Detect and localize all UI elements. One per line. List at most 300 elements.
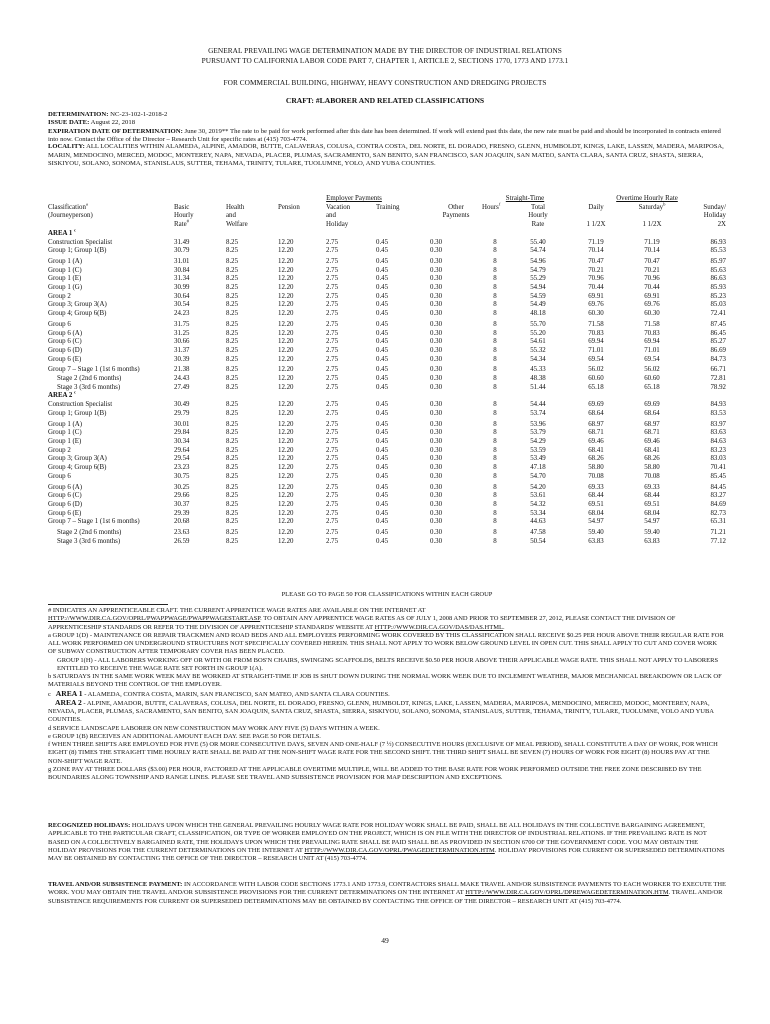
- classification-heading: Classification$^a$: [48, 201, 88, 211]
- rate-cell: 0.30: [430, 366, 443, 374]
- rate-cell: 29.54: [174, 455, 190, 463]
- rate-cell: 12.20: [278, 338, 294, 346]
- rate-cell: 2.75: [326, 529, 339, 537]
- rate-cell: 8: [493, 472, 497, 480]
- classification-cell: Construction Specialist: [48, 401, 113, 409]
- classification-cell: Group 7 – Stage 1 (1st 6 months): [48, 366, 140, 374]
- rate-cell: 59.40: [588, 529, 604, 537]
- table-row: [48, 356, 726, 365]
- rate-cell: 27.49: [174, 383, 190, 391]
- rate-cell: 8: [493, 375, 497, 383]
- table-row: [48, 256, 726, 267]
- footnote-b: b SATURDAYS IN THE SAME WORK WEEK MAY BE WORKED AT STRAIGHT-TIME IF JOB IS SHUT DOWN DURING THE NORMAL WORK WEEK DUE TO INCLEMENT WEATHER, MAJOR MECHANICAL BREAKDOWN OR LACK OF MATERIALS BEYOND THE CONTROL OF THE EMPLOYER.: [48, 673, 722, 689]
- rate-cell: 8: [493, 320, 497, 328]
- hours-heading: Hours$^f$: [482, 201, 501, 211]
- travel-provisions-link[interactable]: HTTP://WWW.DIR.CA.GOV/OPRL/DPREWAGEDETERMINATION.HTM: [465, 889, 669, 897]
- rate-cell: 71.58: [588, 320, 604, 328]
- rate-cell: 2.75: [326, 310, 339, 318]
- rate-cell: 0.45: [376, 247, 389, 255]
- rate-cell: 0.45: [376, 301, 389, 309]
- table-row: [48, 438, 726, 447]
- rate-cell: 65.18: [644, 383, 660, 391]
- rate-cell: 84.93: [710, 401, 726, 409]
- rate-cell: 50.54: [530, 537, 546, 545]
- rate-cell: 70.47: [588, 257, 604, 265]
- rate-cell: 0.30: [430, 420, 443, 428]
- rate-cell: 68.44: [644, 492, 660, 500]
- rate-cell: 30.25: [174, 483, 190, 491]
- rate-cell: 12.20: [278, 446, 294, 454]
- rate-cell: 8: [493, 301, 497, 309]
- rate-cell: 2.75: [326, 455, 339, 463]
- rate-cell: 69.51: [644, 500, 660, 508]
- classification-cell: Group 6 (E): [48, 509, 82, 517]
- footnote-d: d SERVICE LANDSCAPE LABORER ON NEW CONSTRUCTION MAY WORK ANY FIVE (5) DAYS WITHIN A WEEK.: [48, 724, 380, 732]
- classification-cell: Group 6 (C): [48, 338, 82, 346]
- rate-cell: 12.20: [278, 366, 294, 374]
- rate-cell: 8: [493, 238, 497, 246]
- classification-cell: Group 1 (C): [48, 266, 82, 274]
- rate-cell: 60.30: [588, 310, 604, 318]
- classification-cell: Group 6 (D): [48, 500, 83, 508]
- rate-cell: 85.03: [710, 301, 726, 309]
- rate-cell: 68.26: [588, 455, 604, 463]
- rate-cell: 30.01: [174, 420, 190, 428]
- rate-cell: 83.27: [710, 492, 726, 500]
- saturday-heading: Saturday$^b$: [638, 201, 666, 211]
- rate-cell: 72.81: [710, 375, 726, 383]
- rate-cell: 68.64: [588, 409, 604, 417]
- rate-cell: 69.33: [588, 483, 604, 491]
- rate-cell: 12.20: [278, 355, 294, 363]
- travel-label: TRAVEL AND/OR SUBSISTENCE PAYMENT:: [48, 881, 183, 888]
- rate-cell: 2.75: [326, 257, 339, 265]
- rate-cell: 69.46: [588, 437, 604, 445]
- rate-cell: 86.69: [710, 346, 726, 354]
- rate-cell: 66.71: [710, 366, 726, 374]
- straight-time-heading: Straight-Time: [505, 195, 545, 202]
- issue-date-label: ISSUE DATE:: [48, 119, 90, 127]
- classification-cell: Group 6 (E): [48, 355, 82, 363]
- page-number: 49: [381, 936, 389, 945]
- rate-cell: 12.20: [278, 301, 294, 309]
- rate-cell: 0.30: [430, 401, 443, 409]
- rate-cell: 0.45: [376, 483, 389, 491]
- rate-cell: 69.76: [588, 301, 604, 309]
- rate-cell: 68.71: [588, 429, 604, 437]
- rate-cell: 0.45: [376, 537, 389, 545]
- rate-cell: 58.80: [588, 464, 604, 472]
- sunday-multiplier: 2X: [717, 221, 726, 229]
- rate-cell: 8.25: [226, 301, 239, 309]
- training-heading: Training: [376, 203, 400, 211]
- rate-cell: 8.25: [226, 455, 239, 463]
- rate-cell: 8.25: [226, 464, 239, 472]
- rate-cell: 30.54: [174, 301, 190, 309]
- rate-cell: 8.25: [226, 284, 239, 292]
- rate-cell: 8.25: [226, 518, 239, 526]
- hourly-heading: Hourly: [174, 212, 194, 220]
- rate-cell: 0.45: [376, 455, 389, 463]
- rate-cell: 54.70: [530, 472, 546, 480]
- rate-cell: 60.60: [644, 375, 660, 383]
- rate-cell: 0.30: [430, 518, 443, 526]
- rate-cell: 12.20: [278, 401, 294, 409]
- footnote-a-group-1h: GROUP 1(H) - ALL LABORERS WORKING OFF OR WITH OR FROM BOS'N CHAIRS, SWINGING SCAFFOLDS, BELTS RECEIVE $0.50 PER HOUR ABOVE THEIR APPLICABLE WAGE RATE. THIS SHALL NOT APPLY TO LABORERS ENTITLED TO RECEIVE THE WAGE RATE SET FORTH IN GROUP 1(A).: [57, 656, 719, 672]
- table-row: [48, 275, 726, 284]
- apprentice-wage-link[interactable]: HTTP://WWW.DIR.CA.GOV/OPRL/PWAPPWAGE/PWAPPWAGESTART.ASP: [48, 615, 261, 623]
- rate-cell: 68.41: [588, 446, 604, 454]
- rate-cell: 0.30: [430, 429, 443, 437]
- rate-cell: 2.75: [326, 401, 339, 409]
- rate-cell: 12.20: [278, 257, 294, 265]
- table-row: [48, 384, 726, 393]
- rate-cell: 8.25: [226, 338, 239, 346]
- rate-cell: 83.23: [710, 446, 726, 454]
- rate-cell: 0.30: [430, 537, 443, 545]
- rate-cell: 69.46: [644, 437, 660, 445]
- rate-cell: 0.30: [430, 292, 443, 300]
- rate-cell: 83.53: [710, 409, 726, 417]
- rate-cell: 0.45: [376, 346, 389, 354]
- rate-cell: 54.34: [530, 355, 546, 363]
- rate-cell: 8: [493, 401, 497, 409]
- rate-cell: 54.44: [530, 401, 546, 409]
- rate-cell: 86.93: [710, 238, 726, 246]
- rate-cell: 23.63: [174, 529, 190, 537]
- classification-cell: Group 1; Group 1(B): [48, 409, 107, 417]
- rate-cell: 54.29: [530, 437, 546, 445]
- rate-cell: 54.96: [530, 257, 546, 265]
- rate-cell: 30.75: [174, 472, 190, 480]
- rate-cell: 2.75: [326, 500, 339, 508]
- rate-cell: 69.51: [588, 500, 604, 508]
- table-row: [48, 375, 726, 384]
- rate-cell: 2.75: [326, 492, 339, 500]
- rate-cell: 8.25: [226, 492, 239, 500]
- rate-cell: 70.21: [644, 266, 660, 274]
- rate-cell: 12.20: [278, 329, 294, 337]
- rate-cell: 53.61: [530, 492, 546, 500]
- rate-cell: 29.66: [174, 492, 190, 500]
- rate-cell: 8.25: [226, 483, 239, 491]
- rate-cell: 68.26: [644, 455, 660, 463]
- rate-cell: 2.75: [326, 329, 339, 337]
- rate-cell: 29.64: [174, 446, 190, 454]
- rate-cell: 12.20: [278, 518, 294, 526]
- rate-cell: 2.75: [326, 247, 339, 255]
- rate-cell: 12.20: [278, 375, 294, 383]
- rate-cell: 55.20: [530, 329, 546, 337]
- rate-cell: 0.30: [430, 464, 443, 472]
- rate-cell: 53.79: [530, 429, 546, 437]
- rate-cell: 0.45: [376, 329, 389, 337]
- rate-cell: 70.96: [588, 275, 604, 283]
- locality-label: LOCALITY:: [48, 143, 85, 150]
- rate-cell: 0.45: [376, 446, 389, 454]
- rate-cell: 87.45: [710, 320, 726, 328]
- area-2-label: AREA 2 $^c$: [48, 390, 77, 400]
- rate-cell: 0.30: [430, 320, 443, 328]
- rate-cell: 0.30: [430, 275, 443, 283]
- rate-cell: 2.75: [326, 483, 339, 491]
- rate-cell: 0.45: [376, 500, 389, 508]
- total-hourly-heading: Hourly: [528, 212, 548, 220]
- rate-cell: 8.25: [226, 409, 239, 417]
- travel-subsistence: TRAVEL AND/OR SUBSISTENCE PAYMENT: IN ACCORDANCE WITH LABOR CODE SECTIONS 1773.1 AND 1773.9, CONTRACTORS SHALL MAKE TRAVEL AND/OR SUBSISTENCE PAYMENTS TO EACH WORKER TO EXECUTE THE WORK. YOU MAY OBTAIN THE TRAVEL AND/OR SUBSISTENCE PROVISIONS FOR THE CURRENT DETERMINATIONS ON THE INTERNET AT HTTP://WWW.DIR.CA.GOV/OPRL/DPREWAGEDETERMINATION.HTM. TRAVEL AND/OR SUBSISTENCE REQUIREMENTS FOR CURRENT OR SUPERSEDED DETERMINATIONS MAY BE OBTAINED BY CONTACTING THE OFFICE OF THE DIRECTOR – RESEARCH UNIT AT (415) 703-4774.: [48, 881, 727, 905]
- rate-cell: 86.63: [710, 275, 726, 283]
- rate-cell: 69.94: [644, 338, 660, 346]
- rate-cell: 12.20: [278, 420, 294, 428]
- classification-cell: Group 3; Group 3(A): [48, 301, 107, 309]
- rate-cell: 84.73: [710, 355, 726, 363]
- table-row: [48, 501, 726, 510]
- rate-cell: 12.20: [278, 320, 294, 328]
- rate-cell: 2.75: [326, 320, 339, 328]
- rate-cell: 77.12: [710, 537, 726, 545]
- rate-cell: 0.45: [376, 266, 389, 274]
- vacation-heading: Vacation: [326, 203, 351, 211]
- rate-cell: 2.75: [326, 301, 339, 309]
- rate-cell: 0.45: [376, 518, 389, 526]
- welfare-heading: Welfare: [226, 221, 248, 229]
- rate-cell: 12.20: [278, 266, 294, 274]
- rate-cell: 70.83: [644, 329, 660, 337]
- rate-cell: 2.75: [326, 338, 339, 346]
- rate-cell: 8.25: [226, 320, 239, 328]
- rate-cell: 0.45: [376, 320, 389, 328]
- rate-cell: 0.30: [430, 446, 443, 454]
- rate-cell: 0.45: [376, 464, 389, 472]
- rate-cell: 85.53: [710, 247, 726, 255]
- rate-cell: 54.61: [530, 338, 546, 346]
- footnote-c: c AREA 1 - ALAMEDA, CONTRA COSTA, MARIN, SAN FRANCISCO, SAN MATEO, AND SANTA CLARA COUNTIES. AREA 2 - ALPINE, AMADOR, BUTTE, CALAVERAS, COLUSA, DEL NORTE, EL DORADO, FRESNO, GLENN, HUMBOLDT, KINGS, LAKE, LASSEN, MADERA, MARIPOSA, MENDOCINO, MERCED, MODOC, MONTEREY, NAPA, NEVADA, PLACER, PLUMAS, SACRAMENTO, SAN BENITO, SAN JOAQUIN, SANTA CRUZ, SHASTA, SIERRA, SISKIYOU, SOLANO, SONOMA, STANISLAUS, SUTTER, TEHAMA, TRINITY, TULARE, TUOLUMNE, YOLO AND YUBA COUNTIES.: [48, 688, 714, 724]
- classification-cell: Group 6 (C): [48, 492, 82, 500]
- rate-cell: 63.83: [644, 537, 660, 545]
- rate-cell: 0.45: [376, 366, 389, 374]
- rate-cell: 68.71: [644, 429, 660, 437]
- rate-cell: 68.64: [644, 409, 660, 417]
- table-row: [48, 347, 726, 356]
- table-row: [48, 293, 726, 302]
- rate-cell: 0.45: [376, 401, 389, 409]
- rate-cell: 0.45: [376, 238, 389, 246]
- classification-cell: Group 1 (A): [48, 257, 83, 265]
- rate-cell: 8.25: [226, 437, 239, 445]
- table-row: [48, 518, 726, 527]
- rate-cell: 0.30: [430, 247, 443, 255]
- payments-heading: Payments: [442, 212, 470, 220]
- rate-cell: 2.75: [326, 446, 339, 454]
- rate-cell: 54.20: [530, 483, 546, 491]
- rate-cell: 12.20: [278, 537, 294, 545]
- rate-cell: 54.32: [530, 500, 546, 508]
- das-website-link[interactable]: HTTP://WWW.DIR.CA.GOV/DAS/DAS.HTML: [374, 623, 503, 631]
- footnotes: [48, 607, 726, 782]
- rate-cell: 30.79: [174, 247, 190, 255]
- rate-cell: 54.94: [530, 284, 546, 292]
- rate-cell: 8: [493, 329, 497, 337]
- rate-cell: 8.25: [226, 472, 239, 480]
- rate-cell: 8.25: [226, 446, 239, 454]
- rate-cell: 8: [493, 284, 497, 292]
- rate-cell: 0.45: [376, 429, 389, 437]
- rate-cell: 8.25: [226, 355, 239, 363]
- rate-cell: 8.25: [226, 266, 239, 274]
- rate-cell: 68.44: [588, 492, 604, 500]
- overtime-heading: Overtime Hourly Rate: [616, 195, 678, 202]
- rate-cell: 0.45: [376, 420, 389, 428]
- rate-cell: 2.75: [326, 472, 339, 480]
- rate-cell: 24.43: [174, 375, 190, 383]
- rate-cell: 85.63: [710, 266, 726, 274]
- determination-label: DETERMINATION:: [48, 111, 109, 118]
- rate-cell: 12.20: [278, 464, 294, 472]
- rate-cell: 20.68: [174, 518, 190, 526]
- table-row: [48, 473, 726, 482]
- rate-cell: 69.91: [644, 292, 660, 300]
- table-row: [48, 319, 726, 330]
- rate-cell: 8: [493, 383, 497, 391]
- rate-cell: 0.30: [430, 509, 443, 517]
- rate-cell: 2.75: [326, 292, 339, 300]
- area-2-section: [48, 392, 726, 546]
- rate-cell: 8: [493, 366, 497, 374]
- rate-cell: 54.59: [530, 292, 546, 300]
- rate-cell: 72.41: [710, 310, 726, 318]
- rate-cell: 83.03: [710, 455, 726, 463]
- classification-cell: Stage 2 (2nd 6 months): [57, 375, 122, 383]
- rate-cell: 70.08: [644, 472, 660, 480]
- rate-cell: 83.97: [710, 420, 726, 428]
- classification-cell: Group 1 (E): [48, 437, 82, 445]
- rate-cell: 29.84: [174, 429, 190, 437]
- rate-cell: 84.69: [710, 500, 726, 508]
- rate-cell: 58.80: [644, 464, 660, 472]
- rate-cell: 70.83: [588, 329, 604, 337]
- rate-cell: 60.60: [588, 375, 604, 383]
- rate-cell: 71.58: [644, 320, 660, 328]
- rate-cell: 8.25: [226, 375, 239, 383]
- rate-cell: 31.75: [174, 320, 190, 328]
- rate-cell: 2.75: [326, 437, 339, 445]
- rate-cell: 70.47: [644, 257, 660, 265]
- rate-cell: 12.20: [278, 275, 294, 283]
- rate-cell: 56.02: [588, 366, 604, 374]
- rate-cell: 71.19: [644, 238, 660, 246]
- rate-cell: 8: [493, 500, 497, 508]
- classification-cell: Group 6 (A): [48, 483, 83, 491]
- rate-cell: 0.45: [376, 284, 389, 292]
- rate-cell: 0.30: [430, 383, 443, 391]
- rate-cell: 8: [493, 509, 497, 517]
- rate-cell: 30.37: [174, 500, 190, 508]
- table-row: [48, 538, 726, 547]
- footnote-g: g ZONE PAY AT THREE DOLLARS ($3.00) PER HOUR, FACTORED AT THE APPLICABLE OVERTIME MULTIPLE, WILL BE ADDED TO THE BASE RATE FOR WORK PERFORMED OUTSIDE THE FREE ZONE DESCRIBED BY THE BOUNDARIES ALONG TOWNSHIP AND RANGE LINES. PLEASE SEE TRAVEL AND SUBSISTENCE PROVISION FOR MAP DESCRIPTION AND EXCEPTIONS.: [48, 765, 702, 781]
- rate-cell: 0.45: [376, 492, 389, 500]
- rate-cell: 0.30: [430, 472, 443, 480]
- other-heading: Other: [448, 203, 464, 211]
- rate-cell: 2.75: [326, 429, 339, 437]
- rate-cell: 0.30: [430, 310, 443, 318]
- table-row: [48, 247, 726, 256]
- holiday-provisions-link[interactable]: HTTP://WWW.DIR.CA.GOV/OPRL/PWAGEDETERMINATION.HTM: [304, 846, 495, 854]
- rate-cell: 8: [493, 275, 497, 283]
- rate-cell: 8.25: [226, 420, 239, 428]
- rate-cell: 8: [493, 529, 497, 537]
- rate-cell: 12.20: [278, 429, 294, 437]
- table-row: [48, 364, 726, 375]
- expiration-value: June 30, 2019** The rate to be paid for work performed after this date has been determined. If work will extend past this date, the new rate must be paid and should be incorporated in contracts entered into now. Contact the Office of the Director – Research Unit for specific rates at (415) 703-4774.: [48, 127, 721, 143]
- and-heading: and: [226, 212, 236, 220]
- classification-cell: Group 2: [48, 446, 71, 454]
- rate-cell: 12.20: [278, 284, 294, 292]
- rate-cell: 0.30: [430, 329, 443, 337]
- rate-cell: 60.30: [644, 310, 660, 318]
- rate-cell: 30.49: [174, 401, 190, 409]
- table-row: [48, 330, 726, 339]
- sunday-heading: Sunday/: [703, 203, 726, 211]
- rate-cell: 0.30: [430, 483, 443, 491]
- total-heading: Total: [530, 203, 546, 211]
- table-row: [48, 510, 726, 519]
- table-row: [48, 301, 726, 310]
- rate-cell: 0.45: [376, 375, 389, 383]
- locality-block: [48, 143, 726, 169]
- rate-cell: 21.38: [174, 366, 190, 374]
- footnote-e: e GROUP 1(B) RECEIVES AN ADDITIONAL AMOUNT EACH DAY. SEE PAGE 50 FOR DETAILS.: [48, 732, 321, 740]
- rate-cell: 12.20: [278, 483, 294, 491]
- classification-cell: Group 4; Group 6(B): [48, 310, 107, 318]
- rate-cell: 12.20: [278, 238, 294, 246]
- table-row: [48, 527, 726, 538]
- rate-cell: 2.75: [326, 346, 339, 354]
- classification-cell: Group 1 (C): [48, 429, 82, 437]
- rate-cell: 53.34: [530, 509, 546, 517]
- rate-cell: 65.18: [588, 383, 604, 391]
- rate-cell: 0.45: [376, 409, 389, 417]
- rate-cell: 2.75: [326, 464, 339, 472]
- rate-cell: 30.84: [174, 266, 190, 274]
- table-row: [48, 455, 726, 464]
- rate-cell: 8: [493, 518, 497, 526]
- classification-cell: Group 4; Group 6(B): [48, 464, 107, 472]
- rate-cell: 70.14: [644, 247, 660, 255]
- rate-cell: 68.04: [644, 509, 660, 517]
- rate-cell: 82.73: [710, 509, 726, 517]
- rate-cell: 8.25: [226, 247, 239, 255]
- rate-cell: 2.75: [326, 509, 339, 517]
- rate-cell: 53.74: [530, 409, 546, 417]
- rate-cell: 8: [493, 446, 497, 454]
- rate-cell: 53.59: [530, 446, 546, 454]
- rate-cell: 0.45: [376, 275, 389, 283]
- rate-cell: 69.69: [644, 401, 660, 409]
- classification-cell: Group 6 (D): [48, 346, 83, 354]
- table-row: [48, 447, 726, 456]
- rate-cell: 54.97: [588, 518, 604, 526]
- rate-cell: 71.01: [644, 346, 660, 354]
- rate-cell: 68.97: [588, 420, 604, 428]
- rate-cell: 8: [493, 464, 497, 472]
- rate-cell: 8: [493, 310, 497, 318]
- rate-cell: 0.45: [376, 292, 389, 300]
- rate-cell: 54.79: [530, 266, 546, 274]
- classification-cell: Stage 2 (2nd 6 months): [57, 529, 122, 537]
- rate-cell: 2.75: [326, 537, 339, 545]
- daily-multiplier: 1 1/2X: [586, 221, 606, 229]
- rate-cell: 12.20: [278, 409, 294, 417]
